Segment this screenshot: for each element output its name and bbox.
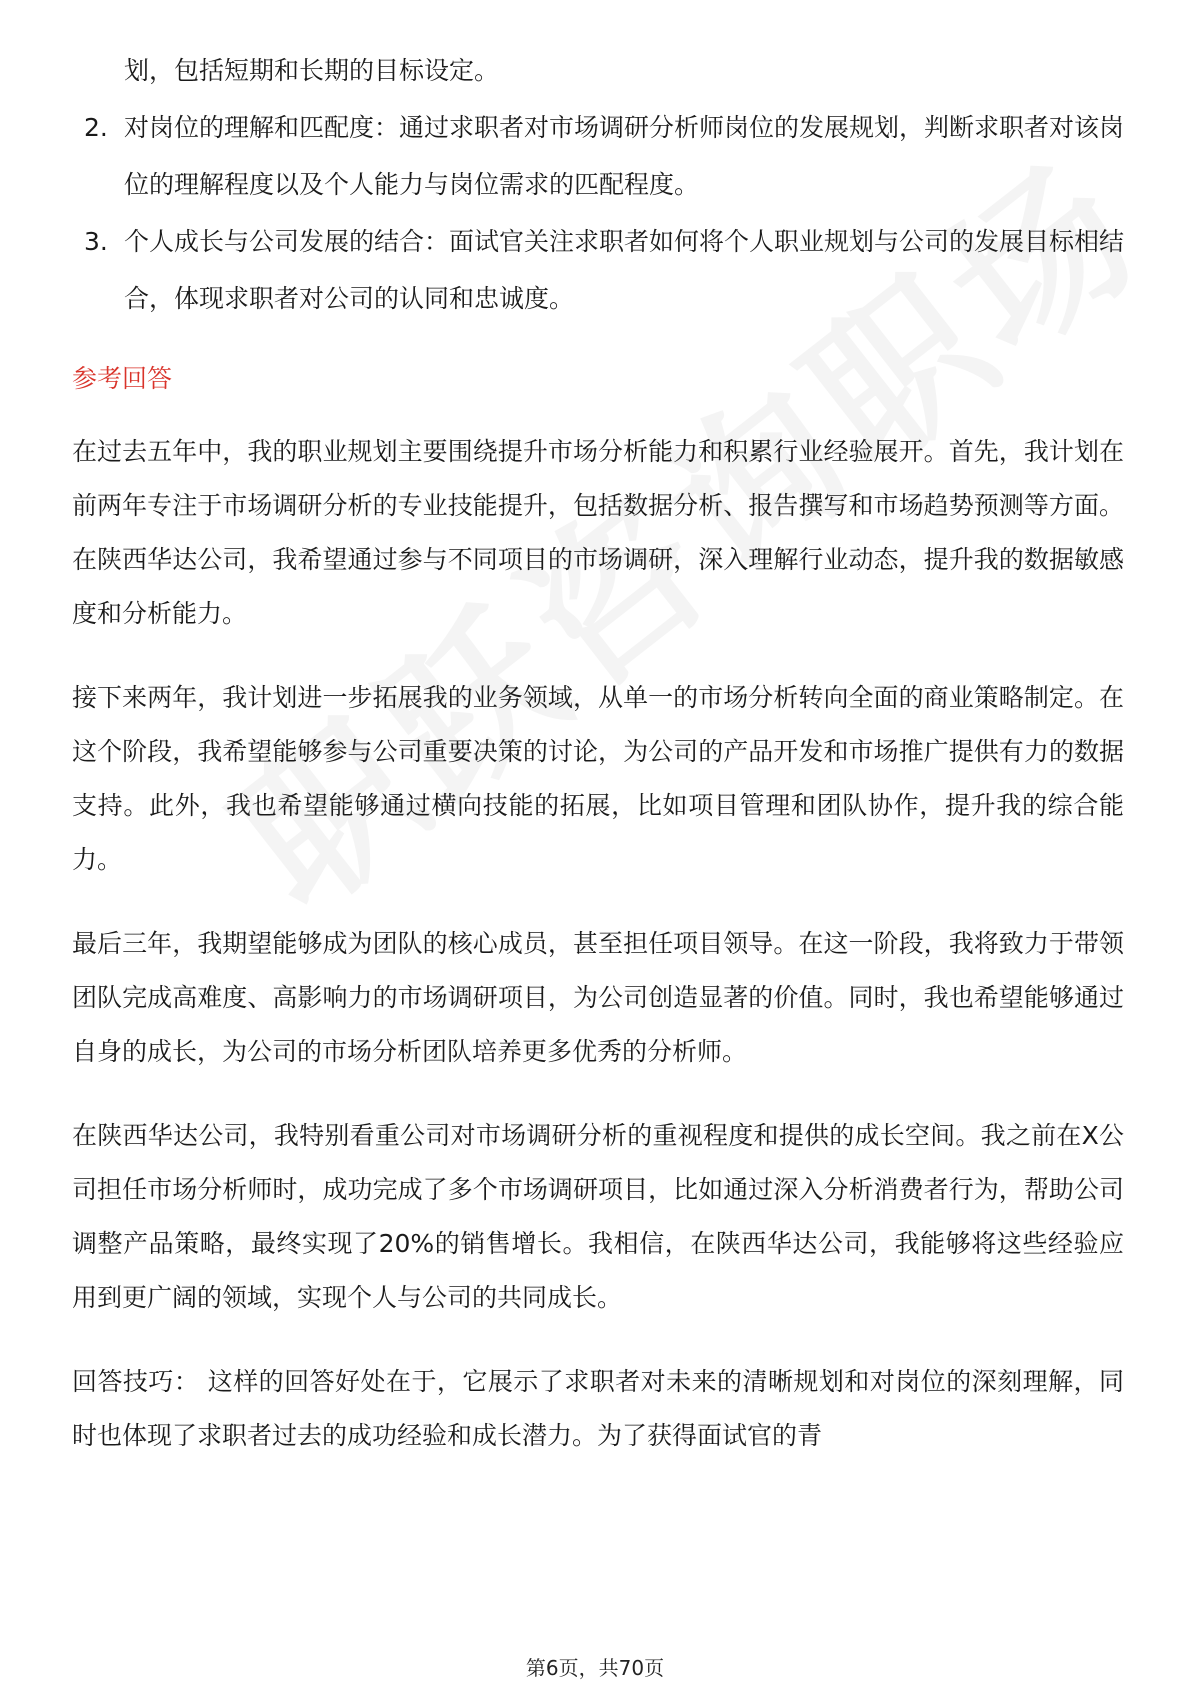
- page-number: 第6页，共70页: [525, 1656, 665, 1680]
- document-page: [72, 42, 1124, 1493]
- evaluation-list: [72, 42, 1124, 327]
- list-text: 划，包括短期和长期的目标设定。: [124, 56, 500, 85]
- list-text: 对岗位的理解和匹配度：通过求职者对市场调研分析师岗位的发展规划，判断求职者对该岗位的理解程度以及个人能力与岗位需求的匹配程度。: [124, 113, 1125, 199]
- list-number: 2.: [84, 113, 108, 142]
- list-item: [72, 99, 1124, 213]
- answer-tip-paragraph: 回答技巧： 这样的回答好处在于，它展示了求职者对未来的清晰规划和对岗位的深刻理解，同时也体现了求职者过去的成功经验和成长潜力。为了获得面试官的青: [72, 1367, 1124, 1450]
- list-number: 3.: [84, 227, 108, 256]
- answer-paragraph: 在过去五年中，我的职业规划主要围绕提升市场分析能力和积累行业经验展开。首先，我计划在前两年专注于市场调研分析的专业技能提升，包括数据分析、报告撰写和市场趋势预测等方面。在陕西华达公司，我希望通过参与不同项目的市场调研，深入理解行业动态，提升我的数据敏感度和分析能力。: [72, 437, 1124, 628]
- answer-paragraph: 最后三年，我期望能够成为团队的核心成员，甚至担任项目领导。在这一阶段，我将致力于带领团队完成高难度、高影响力的市场调研项目，为公司创造显著的价值。同时，我也希望能够通过自身的成长，为公司的市场分析团队培养更多优秀的分析师。: [72, 929, 1124, 1066]
- list-item: [72, 42, 1124, 99]
- list-text: 个人成长与公司发展的结合：面试官关注求职者如何将个人职业规划与公司的发展目标相结合，体现求职者对公司的认同和忠诚度。: [124, 227, 1125, 313]
- answer-paragraph: 在陕西华达公司，我特别看重公司对市场调研分析的重视程度和提供的成长空间。我之前在X公司担任市场分析师时，成功完成了多个市场调研项目，比如通过深入分析消费者行为，帮助公司调整产品策略，最终实现了20%的销售增长。我相信，在陕西华达公司，我能够将这些经验应用到更广阔的领域，实现个人与公司的共同成长。: [72, 1121, 1124, 1312]
- list-item: [72, 213, 1124, 327]
- answer-paragraph: 接下来两年，我计划进一步拓展我的业务领域，从单一的市场分析转向全面的商业策略制定。在这个阶段，我希望能够参与公司重要决策的讨论，为公司的产品开发和市场推广提供有力的数据支持。此外，我也希望能够通过横向技能的拓展，比如项目管理和团队协作，提升我的综合能力。: [72, 683, 1124, 874]
- section-heading: 参考回答: [72, 364, 173, 393]
